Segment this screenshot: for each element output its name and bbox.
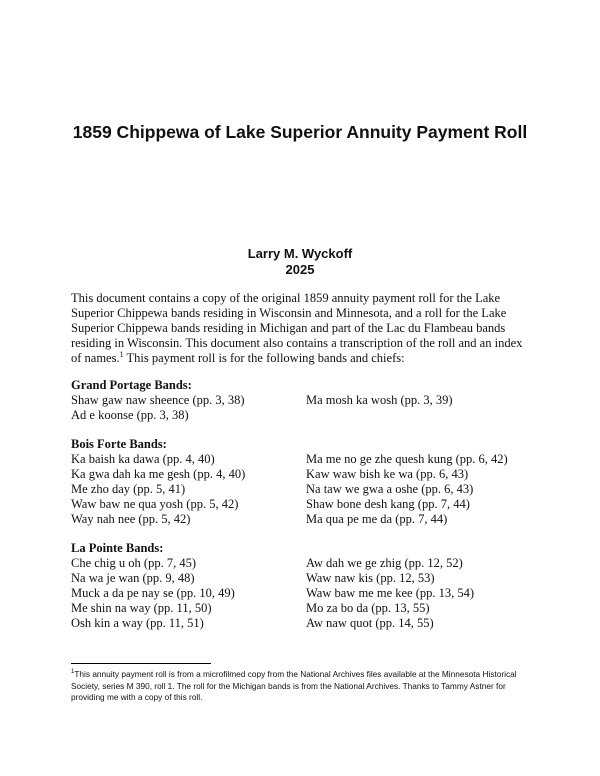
chief-entry: Ka gwa dah ka me gesh (pp. 4, 40) [71, 467, 246, 481]
chief-entry: Che chig u oh (pp. 7, 45) [71, 556, 196, 570]
chief-entry: Na wa je wan (pp. 9, 48) [71, 571, 195, 585]
chief-entry: Muck a da pe nay se (pp. 10, 49) [71, 586, 235, 600]
section-la-pointe [71, 541, 541, 631]
chief-entry: Ma me no ge zhe quesh kung (pp. 6, 42) [306, 452, 508, 466]
chief-entry: Waw baw me me kee (pp. 13, 54) [306, 586, 475, 600]
chiefs-left-column [71, 556, 306, 631]
section-heading: Bois Forte Bands: [71, 437, 167, 451]
chief-entry: Shaw gaw naw sheence (pp. 3, 38) [71, 393, 245, 407]
section-grand-portage [71, 378, 541, 423]
document-title: 1859 Chippewa of Lake Superior Annuity Payment Roll [72, 122, 528, 142]
chiefs-left-column [71, 393, 306, 423]
section-bois-forte [71, 437, 541, 527]
footnote-divider [71, 663, 211, 664]
chief-entry: Mo za bo da (pp. 13, 55) [306, 601, 430, 615]
chiefs-right-column [306, 452, 541, 527]
chief-entry: Kaw waw bish ke wa (pp. 6, 43) [306, 467, 469, 481]
chief-entry: Me shin na way (pp. 11, 50) [71, 601, 212, 615]
intro-text-continued: This payment roll is for the following bands and chiefs: [123, 351, 405, 365]
intro-text: This document contains a copy of the original 1859 annuity payment roll for the Lake Superior Chippewa bands residing in Wisconsin and Minnesota, and a roll for the Lake Superior Chippewa bands residing in Michigan and part of the Lac du Flambeau bands residing in Wisconsin. This document also contains a transcription of the roll and an index of names. [71, 291, 523, 365]
chief-entry: Way nah nee (pp. 5, 42) [71, 512, 191, 526]
chiefs-left-column [71, 452, 306, 527]
footnote-text: This annuity payment roll is from a microfilmed copy from the National Archives files available at the Minnesota Historical Society, series M 390, roll 1. The roll for the Michigan bands is from the National Archives. Thanks to Tammy Astner for providing me with a copy of this roll. [71, 669, 517, 702]
chief-entry: Ma mosh ka wosh (pp. 3, 39) [306, 393, 453, 407]
chief-entry: Ka baish ka dawa (pp. 4, 40) [71, 452, 215, 466]
chief-entry: Me zho day (pp. 5, 41) [71, 482, 186, 496]
chief-entry: Aw dah we ge zhig (pp. 12, 52) [306, 556, 463, 570]
section-heading: La Pointe Bands: [71, 541, 164, 555]
author-block [0, 246, 600, 278]
chief-entry: Na taw we gwa a oshe (pp. 6, 43) [306, 482, 474, 496]
footnote-reference[interactable]: 1 [119, 349, 124, 359]
footnote-mark: 1 [71, 669, 75, 676]
chief-entry: Waw naw kis (pp. 12, 53) [306, 571, 435, 585]
chiefs-right-column [306, 393, 541, 423]
chief-entry: Osh kin a way (pp. 11, 51) [71, 616, 204, 630]
chief-entry: Shaw bone desh kang (pp. 7, 44) [306, 497, 470, 511]
intro-paragraph [71, 291, 533, 366]
publication-year: 2025 [285, 262, 315, 277]
section-heading: Grand Portage Bands: [71, 378, 192, 392]
chief-entry: Waw baw ne qua yosh (pp. 5, 42) [71, 497, 239, 511]
chief-entry: Ad e koonse (pp. 3, 38) [71, 408, 189, 422]
chiefs-right-column [306, 556, 541, 631]
footnote [71, 669, 533, 704]
chief-entry: Ma qua pe me da (pp. 7, 44) [306, 512, 448, 526]
chief-entry: Aw naw quot (pp. 14, 55) [306, 616, 434, 630]
author-name: Larry M. Wyckoff [247, 246, 353, 261]
